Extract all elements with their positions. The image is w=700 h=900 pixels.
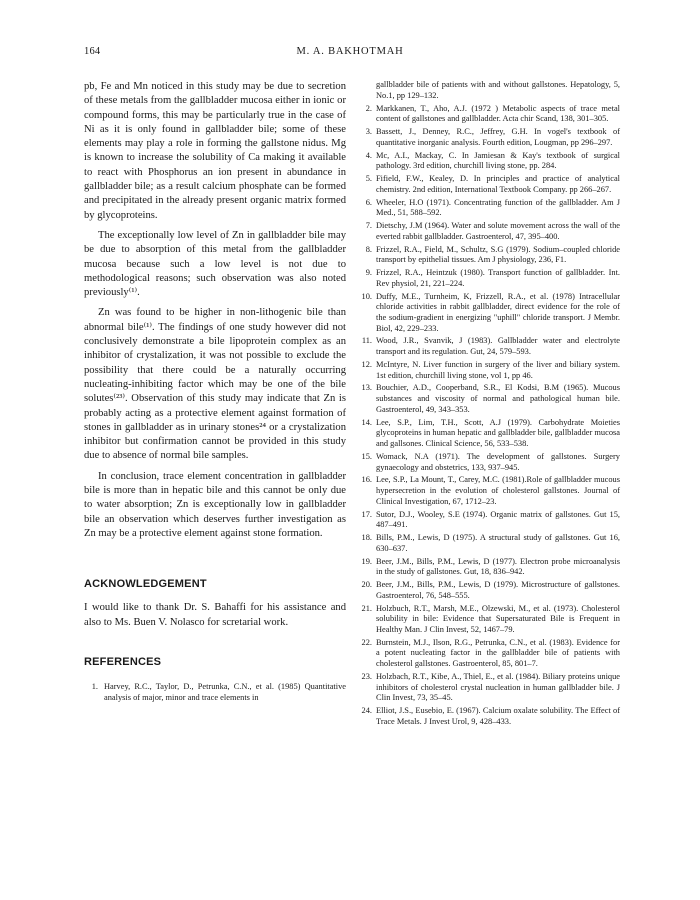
reference-text: Holzbuch, R.T., Marsh, M.E., Olzewski, M., et al. (1973). Cholesterol solubility in bile: Evidence that Supersaturated Bile is Frequent in Healthy Man. J Clin Invest, 52, 1467–79. [376,603,620,634]
reference-item-continued [358,80,620,101]
reference-text: Beer, J.M., Bills, P.M., Lewis, D (1977). Electron probe microanalysis in the study of gallstones. Gut, 18, 836–942. [376,556,620,577]
reference-text: Frizzel, R.A., Field, M., Schultz, S.G (1979). Sodium–coupled chloride transport by epithelial tissues. Am J physiology, 236, F1. [376,244,620,265]
reference-text: Womack, N.A (1971). The development of gallstones. Surgery gynaecology and obstetrics, 133, 937–945. [376,451,620,472]
reference-number: 17. [361,509,372,519]
references-heading: REFERENCES [84,655,162,668]
reference-number: 22. [361,637,372,647]
reference-number: 1. [91,681,98,691]
reference-number: 20. [361,580,372,590]
body-paragraph-2: The exceptionally low level of Zn in gallbladder bile may be due to absorption of this metal from the gallbladder mucosa because such a low level is not due to methodological reasons; such observation was also noted previously⁽¹⁾. [84,229,346,299]
reference-item [358,174,620,195]
reference-number: 18. [361,533,372,543]
reference-number: 15. [361,451,372,461]
reference-item [358,383,620,415]
reference-text: Harvey, R.C., Taylor, D., Petrunka, C.N., et al. (1985) Quantitative analysis of major, minor and trace elements in [104,681,346,702]
reference-text: Mc, A.I., Mackay, C. In Jamiesan & Kay's textbook of surgical pathology. 3rd edition, churchill living stone, pp. 284. [376,150,620,171]
reference-number: 13. [361,383,372,393]
reference-text: Lee, S.P., Lim, T.H., Scott, A.J (1979). Carbohydrate Moieties glycoproteins in human hepatic and gallbladder bile, gallbladder mucosa and gallsones. Clinical Science, 56, 533–538. [376,417,620,449]
reference-text: Duffy, M.E., Turnheim, K, Frizzell, R.A., et al. (1978) Intracellular chloride activities in rabbit gallbladder, direct evidence for the role of the sodium-gradient in energizing "uphill" chloride transport. J Membr. Biol, 42, 229–233. [376,291,620,333]
reference-text: Beer, J.M., Bills, P.M., Lewis, D (1979). Microstructure of gallstones. Gastroenterol, 76, 548–555. [376,580,620,600]
reference-text: Lee, S.P., La Mount, T., Carey, M.C. (1981).Role of gallbladder mucous hypersecretion in the evolution of cholesterol gallstones. Journal of Clinical Investigation, 67, 1712–23. [376,475,620,506]
running-head: M. A. BAKHOTMAH [296,46,404,57]
reference-number: 5. [365,174,372,183]
reference-item [358,104,620,125]
body-paragraph-4: In conclusion, trace element concentration in gallbladder bile is more than in hepatic bile and this cannot be only due to water absorption; Zn is exceptionally low in gallbladder bile an observation which deserves further investigation as Zn may be a protective element against stone formation. [84,470,346,539]
reference-number: 8. [365,244,372,254]
reference-item [358,510,620,531]
reference-number: 23. [361,671,372,681]
reference-text: Frizzel, R.A., Heintzuk (1980). Transport function of gallbladder. Int. Rev physiol, 21, 221–224. [376,268,620,288]
body-paragraph-3: Zn was found to be higher in non-lithogenic bile than abnormal bile⁽¹⁾. The findings of one study however did not conclusively demonstrate a bile lipoprotein complex as an inhibitor of crystalization, it was not possible to exclude the possibility that there could be a naturally occurring nucleating-inhibiting factor which may be one of the bile solutes⁽²³⁾. Observation of this study may indicate that Zn is probably acting as a protective element against formation of stones in gallbladder as in urinary stones²⁴ or a crystalization inhibitor but confirmation cannot be provided in this study due to absence of normal bile samples. [84,307,346,462]
reference-list-right [358,80,620,728]
reference-item [358,198,620,219]
left-column [84,80,346,705]
reference-item [358,452,620,473]
reference-number: 14. [361,417,372,427]
acknowledgement-heading: ACKNOWLEDGEMENT [84,578,207,591]
reference-item [358,706,620,727]
reference-number: 9. [365,268,372,277]
reference-item [358,672,620,704]
reference-number: 6. [365,197,372,207]
reference-number: 24. [361,706,372,716]
reference-item [358,336,620,357]
reference-text: Wood, J.R., Svanvik, J (1983). Gallbladder water and electrolyte transport and its regulation. Gut, 24, 579–593. [376,336,620,357]
reference-item [358,638,620,670]
reference-item [358,221,620,242]
reference-item [358,151,620,172]
reference-item [358,245,620,266]
reference-text: Sutor, D.J., Wooley, S.E (1974). Organic matrix of gallstones. Gut 15, 487–491. [376,509,620,530]
reference-text: Holzbach, R.T., Kibe, A., Thiel, E., et al. (1984). Biliary proteins unique inhibitors of cholesterol crystal nucleation in human gallbladder bile. J Clin Invest, 73, 35–45. [376,671,620,703]
reference-text: Bills, P.M., Lewis, D (1975). A structural study of gallstones. Gut 16, 630–637. [376,533,620,553]
reference-number: 11. [361,336,372,346]
reference-item [358,580,620,601]
reference-text: McIntyre, N. Liver function in surgery of the liver and biliary system. 1st edition, churchill living stone, vol 1, pp 46. [376,359,620,380]
reference-item [358,418,620,450]
body-paragraph-1: pb, Fe and Mn noticed in this study may be due to secretion of these metals from the gallbladder mucosa either in ionic or compound forms, this may be particularly true in the case of Ni as it is only found in gallbladder bile; some of these elements may play a role in forming the gallstone nidus. Mg is known to increase the solubility of Ca making it available to react with Phosphorus an ion present in abundance in gallbladder bile; as a result calcium phosphate can be formed and precipitated in the already present organic matrix formed by glycoproteins. [84,81,346,221]
acknowledgement-text: I would like to thank Dr. S. Bahaffi for his assistance and also to Ms. Buen V. Nolasco for scretarial work. [84,602,346,628]
reference-item [358,475,620,507]
reference-item [358,360,620,381]
reference-number: 4. [365,150,372,160]
reference-text: Bassett, J., Denney, R.C., Jeffrey, G.H. In vogel's textbook of quantitative inorganic analysis. Fourth edition, Lougman, pp 296–297. [376,127,620,147]
reference-item [358,127,620,148]
reference-text: gallbladder bile of patients with and without gallstones. Hepatology, 5, No.1, pp 129–132. [376,80,620,100]
reference-number: 2. [365,103,372,113]
reference-text: Burnstein, M.J., Ilson, R.G., Petrunka, C.N., et al. (1983). Evidence for a potent nucleating factor in the gallbladder bile of patients with cholesterol gallstones. Gastroenterol, 85, 801–7. [376,637,620,669]
reference-text: Markkanen, T., Aho, A.J. (1972 ) Metabolic aspects of trace metal content of gallstones and gallbladder. Acta chir Scand, 138, 301–305. [376,103,620,124]
reference-item [358,268,620,289]
reference-number: 16. [361,475,372,485]
reference-text: Dietschy, J.M (1964). Water and solute movement across the wall of the everted rabbit gallbladder. Gastroenterol, 47, 395–400. [376,221,620,241]
reference-text: Wheeler, H.O (1971). Concentrating function of the gallbladder. Am J Med., 51, 588–592. [376,197,620,218]
reference-number: 12. [361,359,372,369]
reference-item [358,533,620,554]
page-number: 164 [84,46,101,57]
reference-number: 3. [365,127,372,136]
reference-number: 7. [365,221,372,230]
reference-text: Fifield, F.W., Kealey, D. In principles and practice of analytical chemistry. 2nd edition, International Textbook Company. pp 266–267. [376,174,620,194]
reference-item [358,557,620,578]
right-column [358,80,620,730]
reference-number: 21. [361,603,372,613]
reference-item [358,292,620,335]
reference-text: Bouchier, A.D., Cooperband, S.R., El Kodsi, B.M (1965). Mucous substances and viscosity of normal and pathological human bile. Gastroenterol, 49, 343–353. [376,383,620,414]
reference-number: 10. [361,291,372,301]
reference-list-left [84,682,346,703]
reference-item [358,604,620,636]
reference-item [84,682,346,703]
reference-text: Elliot, J.S., Eusebio, E. (1967). Calcium oxalate solubility. The Effect of Trace Metals. J Invest Urol, 9, 428–433. [376,706,620,726]
reference-number: 19. [361,556,372,566]
